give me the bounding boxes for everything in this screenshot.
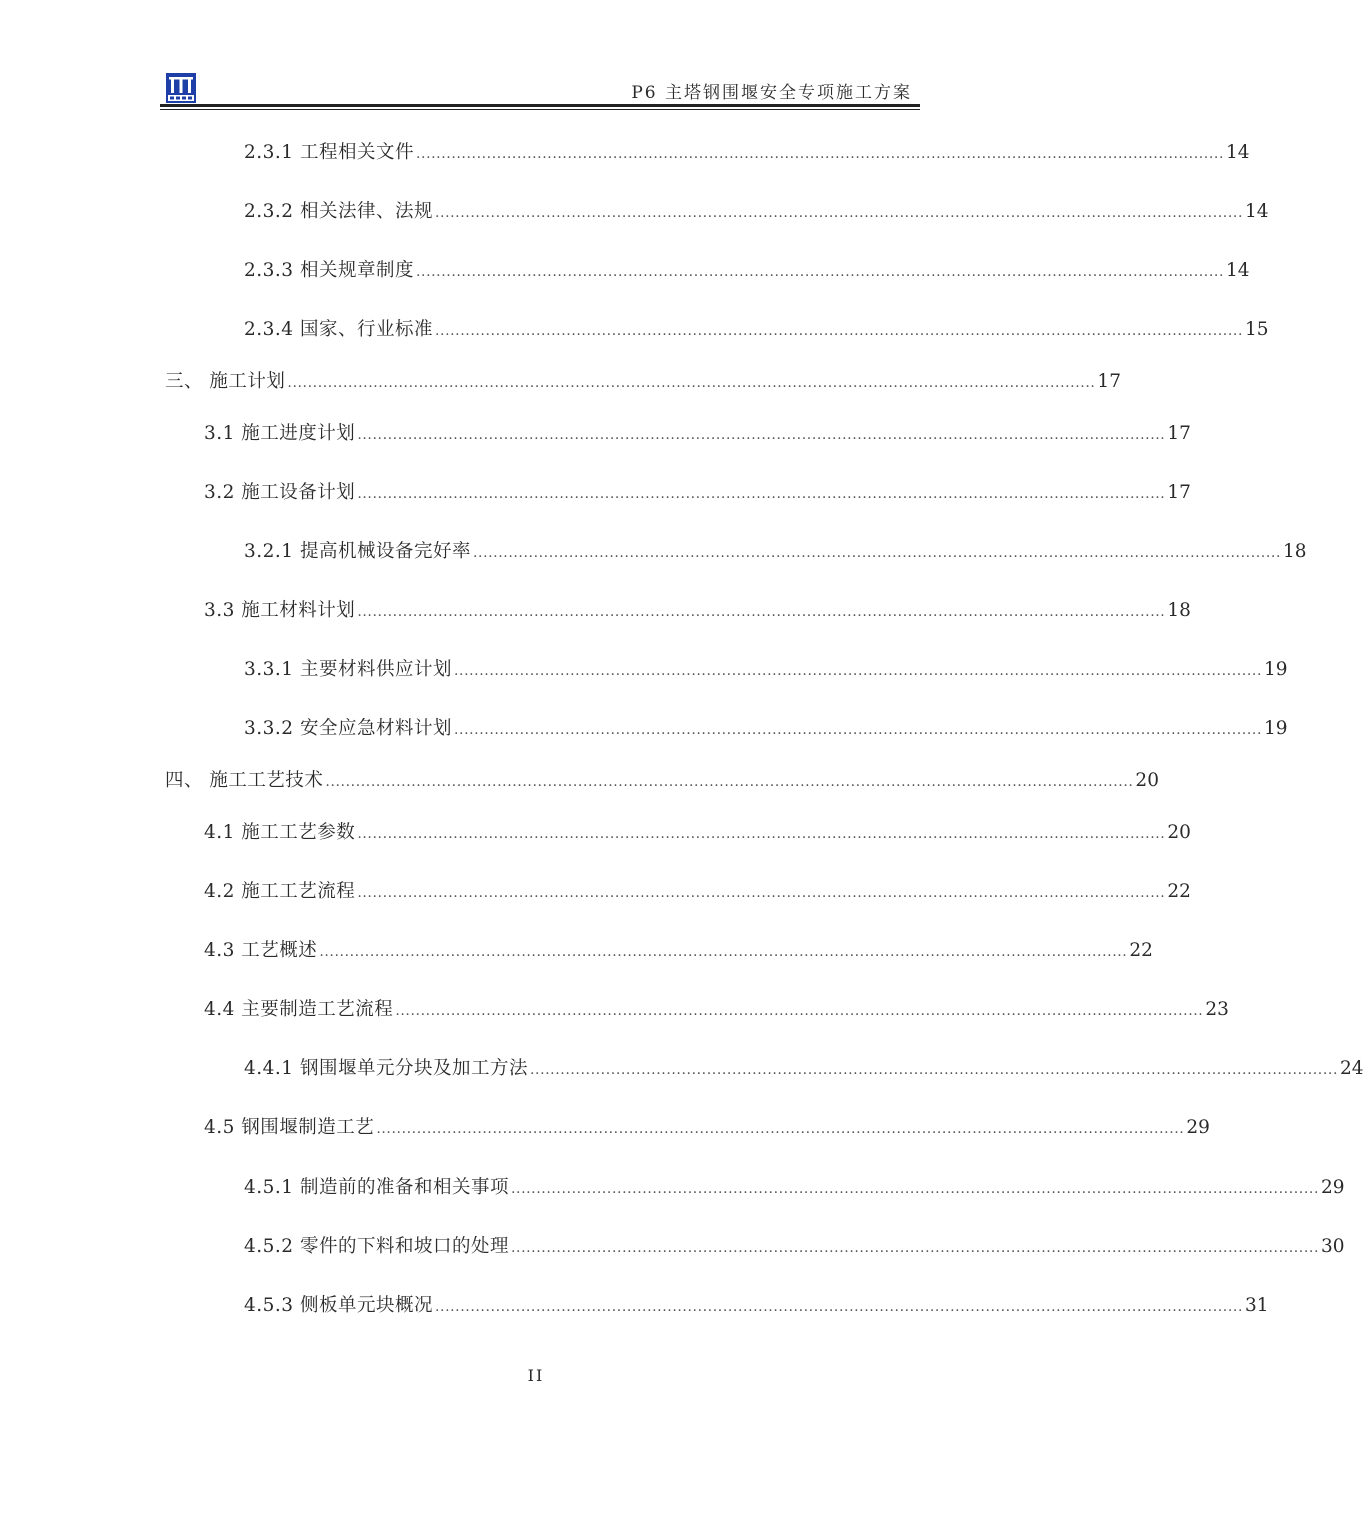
- toc-entry[interactable]: [244, 318, 1269, 342]
- toc-entry-label: 4.5.3 侧板单元块概况: [244, 1295, 433, 1316]
- toc-entry-label: 3.2 施工设备计划: [204, 482, 356, 503]
- toc-leader-dots: ................................................................................................................................................................: [453, 663, 1262, 679]
- toc-entry-label: 2.3.2 相关法律、法规: [244, 201, 433, 222]
- toc-entry-page: 18: [1283, 541, 1307, 562]
- toc-entry[interactable]: [204, 880, 1191, 904]
- toc-leader-dots: ................................................................................................................................................................: [376, 1121, 1185, 1137]
- page-number: II: [527, 1366, 545, 1385]
- toc-entry-page: 17: [1167, 423, 1191, 444]
- toc-entry-page: 30: [1321, 1236, 1345, 1257]
- document-title: P6 主塔钢围堰安全专项施工方案: [631, 83, 912, 103]
- toc-entry[interactable]: [244, 1235, 1345, 1259]
- toc-entry-label: 2.3.3 相关规章制度: [244, 260, 414, 281]
- toc-leader-dots: ................................................................................................................................................................: [510, 1181, 1319, 1197]
- toc-entry-page: 18: [1167, 600, 1191, 621]
- toc-entry-label: 四、 施工工艺技术: [165, 770, 324, 791]
- toc-entry-label: 4.3 工艺概述: [204, 940, 318, 961]
- toc-entry-label: 4.2 施工工艺流程: [204, 881, 356, 902]
- toc-entry-page: 20: [1167, 822, 1191, 843]
- toc-leader-dots: ................................................................................................................................................................: [434, 205, 1243, 221]
- toc-entry[interactable]: [244, 1294, 1269, 1318]
- toc-entry-label: 3.3.2 安全应急材料计划: [244, 718, 452, 739]
- toc-entry-label: 4.4 主要制造工艺流程: [204, 999, 394, 1020]
- toc-leader-dots: ................................................................................................................................................................: [395, 1003, 1204, 1019]
- toc-entry[interactable]: [244, 1057, 1364, 1081]
- toc-entry-page: 14: [1245, 201, 1269, 222]
- toc-entry-page: 20: [1135, 770, 1159, 791]
- toc-leader-dots: ................................................................................................................................................................: [472, 545, 1281, 561]
- toc-entry-label: 3.3.1 主要材料供应计划: [244, 659, 452, 680]
- toc-entry[interactable]: [204, 422, 1191, 446]
- toc-entry[interactable]: [244, 200, 1269, 224]
- toc-leader-dots: ................................................................................................................................................................: [357, 427, 1166, 443]
- toc-entry-page: 22: [1167, 881, 1191, 902]
- toc-entry[interactable]: [244, 658, 1288, 682]
- toc-entry-page: 17: [1167, 482, 1191, 503]
- toc-entry-label: 3.2.1 提高机械设备完好率: [244, 541, 471, 562]
- toc-entry-page: 14: [1226, 260, 1250, 281]
- toc-entry[interactable]: [244, 141, 1250, 165]
- toc-leader-dots: ................................................................................................................................................................: [357, 826, 1166, 842]
- toc-leader-dots: ................................................................................................................................................................: [529, 1062, 1338, 1078]
- toc-entry[interactable]: [204, 998, 1229, 1022]
- toc-leader-dots: ................................................................................................................................................................: [325, 774, 1134, 790]
- toc-entry[interactable]: [244, 259, 1250, 283]
- toc-entry[interactable]: [204, 481, 1191, 505]
- toc-entry-page: 29: [1321, 1177, 1345, 1198]
- toc-leader-dots: ................................................................................................................................................................: [319, 944, 1128, 960]
- toc-entry-label: 4.5.2 零件的下料和坡口的处理: [244, 1236, 509, 1257]
- toc-entry[interactable]: [165, 370, 1121, 394]
- toc-entry[interactable]: [204, 599, 1191, 623]
- toc-entry-page: 24: [1340, 1058, 1364, 1079]
- toc-leader-dots: ................................................................................................................................................................: [357, 486, 1166, 502]
- toc-entry-page: 29: [1186, 1117, 1210, 1138]
- toc-entry-label: 4.4.1 钢围堰单元分块及加工方法: [244, 1058, 528, 1079]
- toc-entry-label: 2.3.1 工程相关文件: [244, 142, 414, 163]
- toc-entry-page: 31: [1245, 1295, 1269, 1316]
- toc-entry[interactable]: [204, 1116, 1210, 1140]
- toc-leader-dots: ................................................................................................................................................................: [415, 146, 1224, 162]
- toc-entry[interactable]: [204, 939, 1153, 963]
- toc-leader-dots: ................................................................................................................................................................: [357, 885, 1166, 901]
- toc-entry-label: 3.3 施工材料计划: [204, 600, 356, 621]
- toc-leader-dots: ................................................................................................................................................................: [434, 1299, 1243, 1315]
- toc-entry-page: 22: [1129, 940, 1153, 961]
- toc-entry-label: 3.1 施工进度计划: [204, 423, 356, 444]
- toc-entry-page: 19: [1264, 659, 1288, 680]
- toc-leader-dots: ................................................................................................................................................................: [434, 323, 1243, 339]
- toc-entry[interactable]: [165, 769, 1159, 793]
- toc-leader-dots: ................................................................................................................................................................: [415, 264, 1224, 280]
- toc-entry-page: 14: [1226, 142, 1250, 163]
- toc-entry[interactable]: [244, 1176, 1345, 1200]
- toc-entry-label: 4.1 施工工艺参数: [204, 822, 356, 843]
- toc-entry-label: 三、 施工计划: [165, 371, 286, 392]
- toc-leader-dots: ................................................................................................................................................................: [453, 722, 1262, 738]
- toc-entry-label: 4.5.1 制造前的准备和相关事项: [244, 1177, 509, 1198]
- toc-entry[interactable]: [204, 821, 1191, 845]
- toc-entry-label: 2.3.4 国家、行业标准: [244, 319, 433, 340]
- toc-entry-page: 23: [1205, 999, 1229, 1020]
- toc-entry[interactable]: [244, 540, 1307, 564]
- toc-entry-page: 15: [1245, 319, 1269, 340]
- toc-entry-page: 19: [1264, 718, 1288, 739]
- toc-leader-dots: ................................................................................................................................................................: [510, 1240, 1319, 1256]
- toc-entry-label: 4.5 钢围堰制造工艺: [204, 1117, 375, 1138]
- toc-entry-page: 17: [1097, 371, 1121, 392]
- toc-leader-dots: ................................................................................................................................................................: [357, 604, 1166, 620]
- toc-entry[interactable]: [244, 717, 1288, 741]
- toc-leader-dots: ................................................................................................................................................................: [287, 375, 1096, 391]
